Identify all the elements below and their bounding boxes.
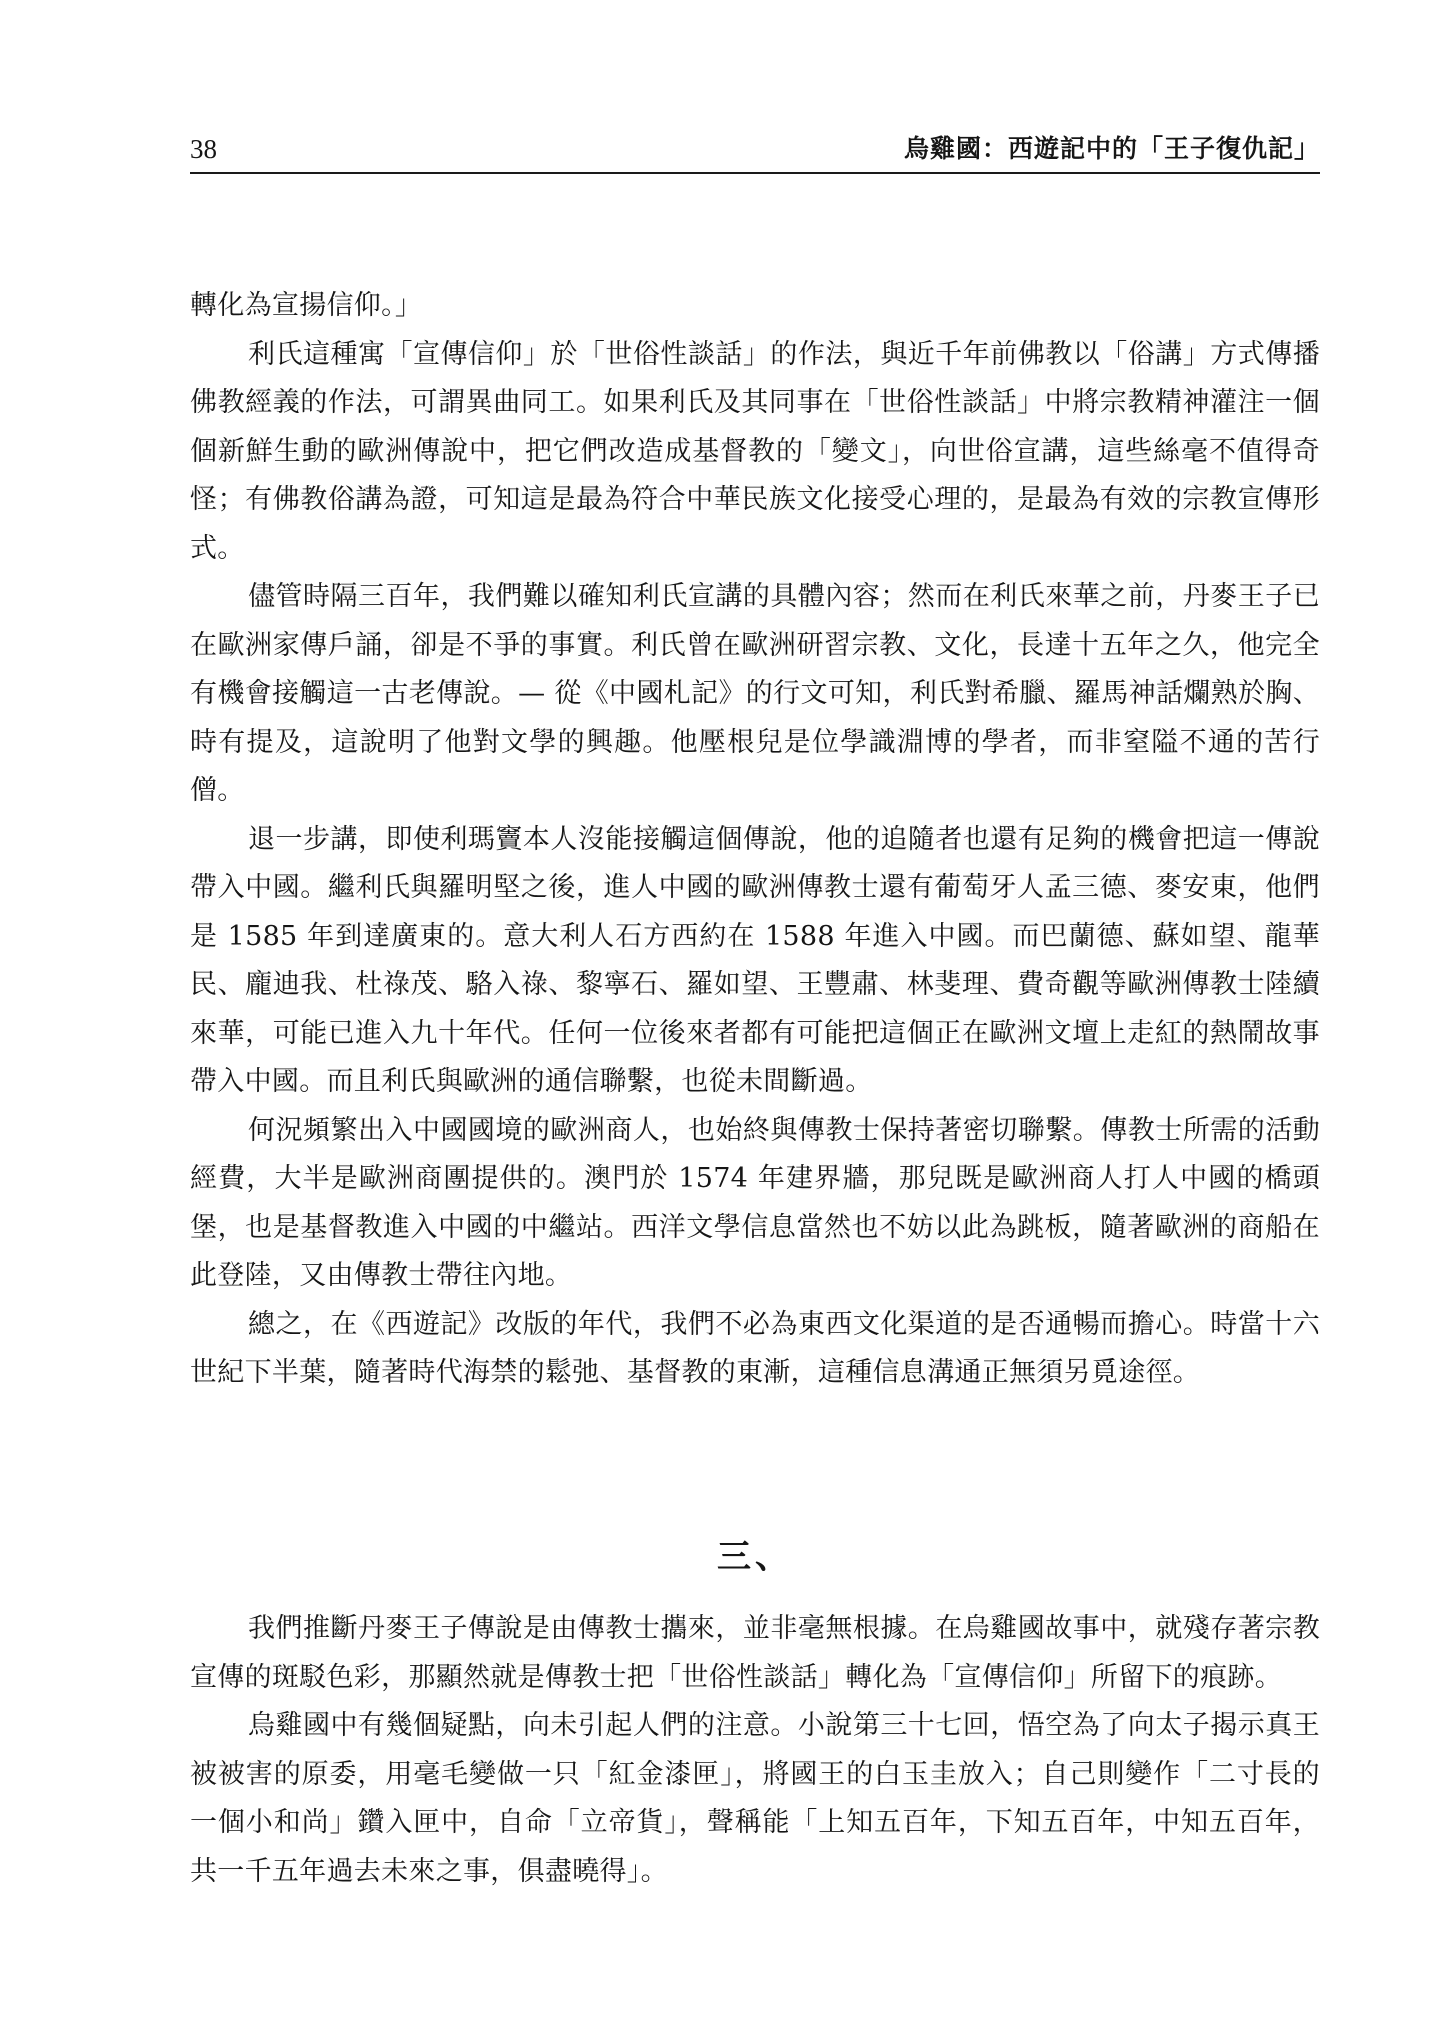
paragraph: 烏雞國中有幾個疑點，向未引起人們的注意。小說第三十七回，悟空為了向太子揭示真王被被害的原委，用毫毛變做一只「紅金漆匣」，將國王的白玉圭放入；自己則變作「二寸長的一個小和尚」鑽入匣中，自命「立帝貨」，聲稱能「上知五百年，下知五百年，中知五百年，共一千五年過去未來之事，俱盡曉得」。 [190, 1710, 1320, 1887]
paragraph: 儘管時隔三百年，我們難以確知利氏宣講的具體內容；然而在利氏來華之前，丹麥王子已在歐洲家傳戶誦，卻是不爭的事實。利氏曾在歐洲研習宗教、文化，長達十五年之久，他完全有機會接觸這一古老傳說。— 從《中國札記》的行文可知，利氏對希臘、羅馬神話爛熟於胸、時有提及，這說明了他對文學的興趣。他壓根兒是位學識淵博的學者，而非窒隘不通的苦行僧。 [190, 581, 1320, 806]
page-number: 38 [190, 134, 217, 164]
paragraph: 我們推斷丹麥王子傳說是由傳教士攜來，並非毫無根據。在烏雞國故事中，就殘存著宗教宣傳的斑駁色彩，那顯然就是傳教士把「世俗性談話」轉化為「宣傳信仰」所留下的痕跡。 [190, 1613, 1320, 1693]
paragraph: 何況頻繁出入中國國境的歐洲商人，也始終與傳教士保持著密切聯繫。傳教士所需的活動經費，大半是歐洲商團提供的。澳門於 1574 年建界牆，那兒既是歐洲商人打人中國的橋頭堡，也是基督教進入中國的中繼站。西洋文學信息當然也不妨以此為跳板，隨著歐洲的商船在此登陸，又由傳教士帶往內地。 [190, 1114, 1320, 1291]
paragraph: 退一步講，即使利瑪竇本人沒能接觸這個傳說，他的追隨者也還有足夠的機會把這一傳說帶入中國。繼利氏與羅明堅之後，進人中國的歐洲傳教士還有葡萄牙人孟三德、麥安東，他們是 1585 年到達廣東的。意大利人石方西約在 1588 年進入中國。而巴蘭德、蘇如望、龍華民、龐迪我、杜祿茂、駱入祿、黎寧石、羅如望、王豐肅、林斐理、費奇觀等歐洲傳教士陸續來華，可能已進入九十年代。任何一位後來者都有可能把這個正在歐洲文壇上走紅的熱鬧故事帶入中國。而且利氏與歐洲的通信聯繫，也從未間斷過。 [190, 823, 1320, 1097]
running-title: 烏雞國：西遊記中的「王子復仇記」 [903, 134, 1320, 163]
section-body [190, 1605, 1320, 1896]
header-rule [190, 172, 1320, 174]
paragraph: 利氏這種寓「宣傳信仰」於「世俗性談話」的作法，與近千年前佛教以「俗講」方式傳播佛教經義的作法，可謂異曲同工。如果利氏及其同事在「世俗性談話」中將宗教精神灌注一個個新鮮生動的歐洲傳說中，把它們改造成基督教的「變文」，向世俗宣講，這些絲毫不值得奇怪；有佛教俗講為證，可知這是最為符合中華民族文化接受心理的，是最為有效的宗教宣傳形式。 [190, 338, 1320, 564]
page-header [190, 128, 1320, 174]
paragraph-continuation: 轉化為宣揚信仰。」 [190, 290, 423, 321]
paragraph: 總之，在《西遊記》改版的年代，我們不必為東西文化渠道的是否通暢而擔心。時當十六世紀下半葉，隨著時代海禁的鬆弛、基督教的東漸，這種信息溝通正無須另覓途徑。 [190, 1308, 1320, 1388]
section-heading: 三、 [717, 1537, 793, 1577]
body-text [190, 282, 1320, 1398]
